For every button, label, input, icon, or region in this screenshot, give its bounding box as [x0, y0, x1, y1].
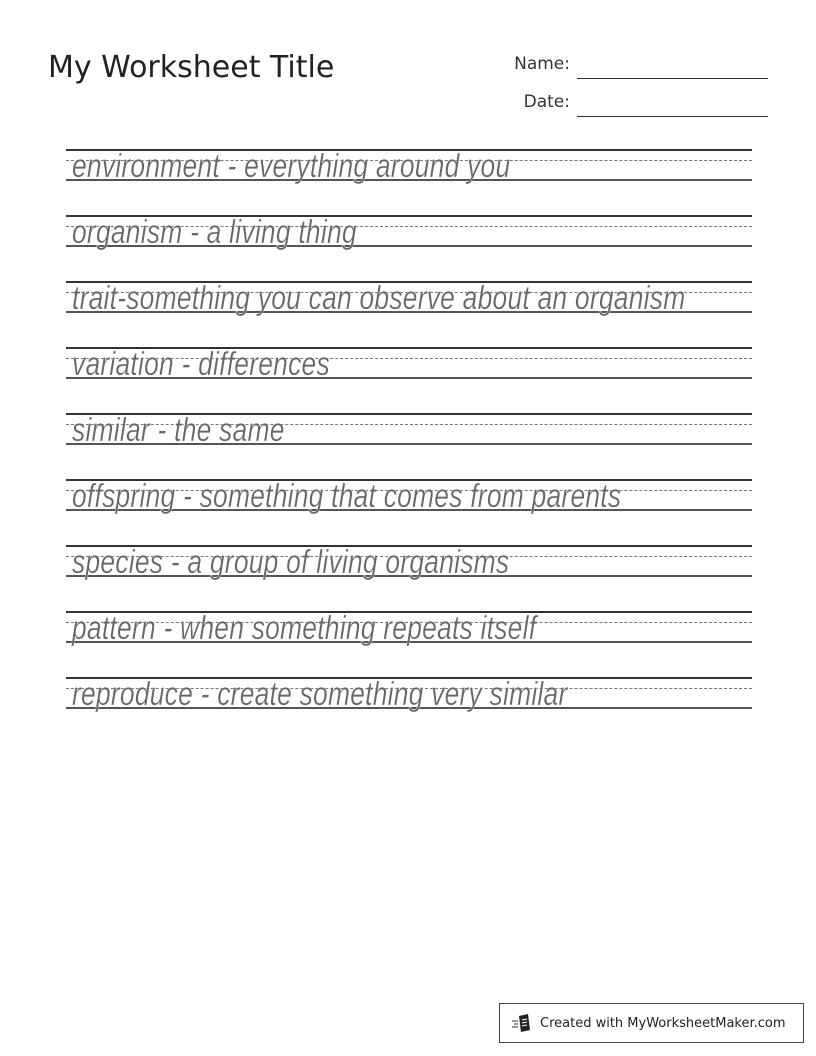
traceable-text: species - a group of living organisms — [72, 543, 510, 580]
practice-row — [66, 677, 752, 717]
traceable-text: organism - a living thing — [72, 213, 357, 250]
worksheet-title: My Worksheet Title — [48, 50, 335, 85]
practice-row — [66, 347, 752, 387]
traceable-text: environment - everything around you — [72, 147, 511, 184]
practice-row — [66, 413, 752, 453]
practice-row — [66, 149, 752, 189]
traceable-text: variation - differences — [72, 345, 330, 382]
date-blank-line — [577, 116, 768, 117]
name-field — [500, 54, 768, 78]
traceable-text: offspring - something that comes from parents — [72, 477, 622, 514]
worksheet-maker-logo-icon — [512, 1013, 532, 1033]
practice-row — [66, 281, 752, 321]
traceable-text: trait-something you can observe about an organism — [72, 279, 686, 316]
date-field — [500, 92, 768, 116]
practice-row — [66, 545, 752, 585]
name-label: Name: — [514, 54, 570, 74]
traceable-text: reproduce - create something very similar — [72, 675, 568, 712]
name-blank-line — [577, 78, 768, 79]
traceable-text: pattern - when something repeats itself — [72, 609, 537, 646]
traceable-text: similar - the same — [72, 411, 285, 448]
practice-row — [66, 215, 752, 255]
footer-credit — [499, 1003, 804, 1043]
practice-row — [66, 611, 752, 651]
date-label: Date: — [523, 92, 570, 112]
practice-row — [66, 479, 752, 519]
footer-text: Created with MyWorksheetMaker.com — [540, 1015, 786, 1031]
